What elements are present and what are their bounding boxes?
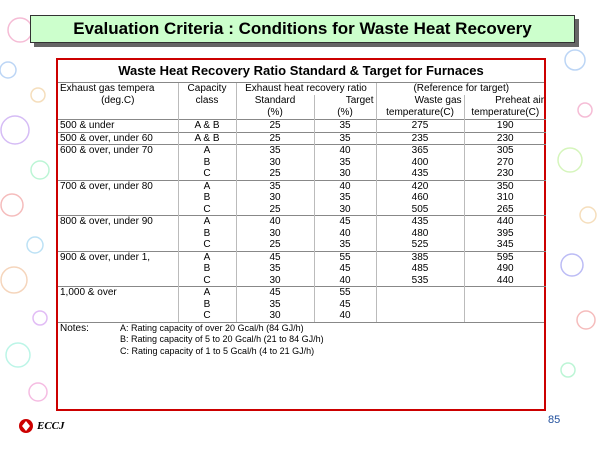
header-cell: Exhaust gas tempera	[60, 83, 155, 94]
cell-cls: A	[178, 180, 236, 192]
cell-preheat	[464, 299, 546, 311]
cell-tgt: 40	[314, 228, 376, 240]
table-title: Waste Heat Recovery Ratio Standard & Target for Furnaces	[58, 60, 544, 83]
cell-waste	[376, 310, 464, 322]
cell-waste: 525	[376, 239, 464, 251]
cell-waste: 235	[376, 132, 464, 145]
header-cell: Capacity	[178, 83, 236, 95]
cell-cls: C	[178, 204, 236, 216]
header-cell: temperature(C)	[464, 107, 546, 120]
cell-temp	[58, 310, 178, 322]
table-row	[58, 120, 546, 133]
cell-waste: 400	[376, 157, 464, 169]
table-row	[58, 263, 546, 275]
header-cell: Exhaust heat recovery ratio	[236, 83, 376, 95]
cell-waste: 435	[376, 216, 464, 228]
cell-preheat: 595	[464, 251, 546, 263]
cell-tgt: 45	[314, 216, 376, 228]
cell-preheat: 350	[464, 180, 546, 192]
cell-cls: C	[178, 310, 236, 322]
cell-cls: C	[178, 239, 236, 251]
cell-tgt: 30	[314, 168, 376, 180]
criteria-table	[58, 83, 546, 322]
cell-preheat: 395	[464, 228, 546, 240]
cell-temp	[58, 275, 178, 287]
cell-tgt: 40	[314, 310, 376, 322]
cell-preheat: 190	[464, 120, 546, 133]
header-cell: Waste gas	[376, 95, 464, 107]
cell-std: 45	[236, 287, 314, 299]
slide-title: Evaluation Criteria : Conditions for Waste Heat Recovery	[30, 15, 575, 43]
cell-temp	[58, 168, 178, 180]
cell-preheat: 310	[464, 192, 546, 204]
cell-temp	[58, 204, 178, 216]
cell-tgt: 40	[314, 145, 376, 157]
cell-temp	[58, 239, 178, 251]
cell-tgt: 35	[314, 120, 376, 133]
table-row	[58, 145, 546, 157]
cell-cls: A	[178, 251, 236, 263]
cell-waste: 535	[376, 275, 464, 287]
cell-std: 35	[236, 180, 314, 192]
header-cell: Standard	[236, 95, 314, 107]
header-cell: (%)	[236, 107, 314, 120]
cell-cls: B	[178, 299, 236, 311]
cell-preheat: 345	[464, 239, 546, 251]
note-line: B: Rating capacity of 5 to 20 Gcal/h (21 to 84 GJ/h)	[120, 334, 324, 344]
cell-cls: A	[178, 287, 236, 299]
cell-cls: A & B	[178, 120, 236, 133]
cell-temp	[58, 157, 178, 169]
cell-waste: 275	[376, 120, 464, 133]
table-row	[58, 287, 546, 299]
cell-temp: 900 & over, under 1,	[58, 251, 178, 263]
note-line: C: Rating capacity of 1 to 5 Gcal/h (4 to 21 GJ/h)	[120, 345, 315, 356]
header-row	[58, 83, 546, 95]
cell-preheat: 265	[464, 204, 546, 216]
table-row	[58, 228, 546, 240]
cell-cls: B	[178, 192, 236, 204]
cell-tgt: 40	[314, 275, 376, 287]
cell-waste: 505	[376, 204, 464, 216]
cell-std: 25	[236, 120, 314, 133]
header-row	[58, 95, 546, 107]
header-cell: Preheat air	[464, 95, 546, 107]
logo-text: ECCJ	[37, 420, 65, 432]
cell-cls: A	[178, 216, 236, 228]
table-row	[58, 299, 546, 311]
table-row	[58, 239, 546, 251]
table-row	[58, 204, 546, 216]
cell-std: 30	[236, 228, 314, 240]
cell-tgt: 45	[314, 263, 376, 275]
header-cell	[178, 107, 236, 120]
cell-temp	[58, 263, 178, 275]
notes-table	[58, 322, 544, 358]
header-cell: (deg.C)	[101, 95, 135, 106]
table-row	[58, 192, 546, 204]
cell-preheat: 440	[464, 275, 546, 287]
cell-std: 30	[236, 157, 314, 169]
table-row	[58, 132, 546, 145]
cell-preheat: 490	[464, 263, 546, 275]
eccj-logo	[18, 418, 65, 434]
cell-preheat	[464, 310, 546, 322]
cell-preheat: 440	[464, 216, 546, 228]
cell-std: 35	[236, 145, 314, 157]
cell-waste: 435	[376, 168, 464, 180]
cell-preheat: 230	[464, 168, 546, 180]
table-row	[58, 275, 546, 287]
cell-cls: B	[178, 157, 236, 169]
cell-cls: B	[178, 263, 236, 275]
cell-waste	[376, 287, 464, 299]
cell-waste: 365	[376, 145, 464, 157]
cell-tgt: 35	[314, 132, 376, 145]
cell-tgt: 35	[314, 192, 376, 204]
cell-std: 25	[236, 132, 314, 145]
logo-icon	[18, 418, 34, 434]
cell-std: 45	[236, 251, 314, 263]
cell-tgt: 30	[314, 204, 376, 216]
cell-cls: C	[178, 168, 236, 180]
cell-cls: C	[178, 275, 236, 287]
header-cell: (%)	[314, 107, 376, 120]
table-row	[58, 310, 546, 322]
cell-temp: 600 & over, under 70	[58, 145, 178, 157]
cell-preheat: 305	[464, 145, 546, 157]
table-row	[58, 168, 546, 180]
criteria-table-panel	[56, 58, 546, 411]
table-row	[58, 251, 546, 263]
cell-std: 35	[236, 263, 314, 275]
cell-temp: 1,000 & over	[58, 287, 178, 299]
cell-cls: A	[178, 145, 236, 157]
cell-preheat: 230	[464, 132, 546, 145]
cell-std: 35	[236, 299, 314, 311]
cell-waste: 385	[376, 251, 464, 263]
cell-tgt: 55	[314, 251, 376, 263]
cell-tgt: 35	[314, 239, 376, 251]
cell-std: 25	[236, 204, 314, 216]
cell-cls: B	[178, 228, 236, 240]
header-row	[58, 107, 546, 120]
cell-preheat	[464, 287, 546, 299]
header-cell: temperature(C)	[376, 107, 464, 120]
cell-waste: 460	[376, 192, 464, 204]
cell-temp: 700 & over, under 80	[58, 180, 178, 192]
cell-std: 30	[236, 192, 314, 204]
cell-cls: A & B	[178, 132, 236, 145]
cell-tgt: 55	[314, 287, 376, 299]
header-cell	[58, 107, 178, 120]
cell-preheat: 270	[464, 157, 546, 169]
notes-label: Notes:	[60, 322, 89, 334]
table-row	[58, 180, 546, 192]
cell-std: 40	[236, 216, 314, 228]
table-row	[58, 157, 546, 169]
cell-tgt: 45	[314, 299, 376, 311]
header-cell: (Reference for target)	[376, 83, 546, 95]
cell-std: 30	[236, 275, 314, 287]
header-cell: class	[178, 95, 236, 107]
table-row	[58, 216, 546, 228]
page-number: 85	[548, 414, 561, 426]
cell-std: 30	[236, 310, 314, 322]
cell-waste: 480	[376, 228, 464, 240]
cell-tgt: 40	[314, 180, 376, 192]
cell-temp: 500 & under	[58, 120, 178, 133]
cell-temp	[58, 192, 178, 204]
cell-waste: 485	[376, 263, 464, 275]
note-line: A: Rating capacity of over 20 Gcal/h (84 GJ/h)	[120, 322, 304, 333]
cell-tgt: 35	[314, 157, 376, 169]
cell-temp	[58, 299, 178, 311]
cell-std: 25	[236, 239, 314, 251]
cell-temp: 800 & over, under 90	[58, 216, 178, 228]
cell-temp	[58, 228, 178, 240]
cell-std: 25	[236, 168, 314, 180]
header-cell: Target	[314, 95, 376, 107]
cell-temp: 500 & over, under 60	[58, 132, 178, 145]
cell-waste	[376, 299, 464, 311]
cell-waste: 420	[376, 180, 464, 192]
